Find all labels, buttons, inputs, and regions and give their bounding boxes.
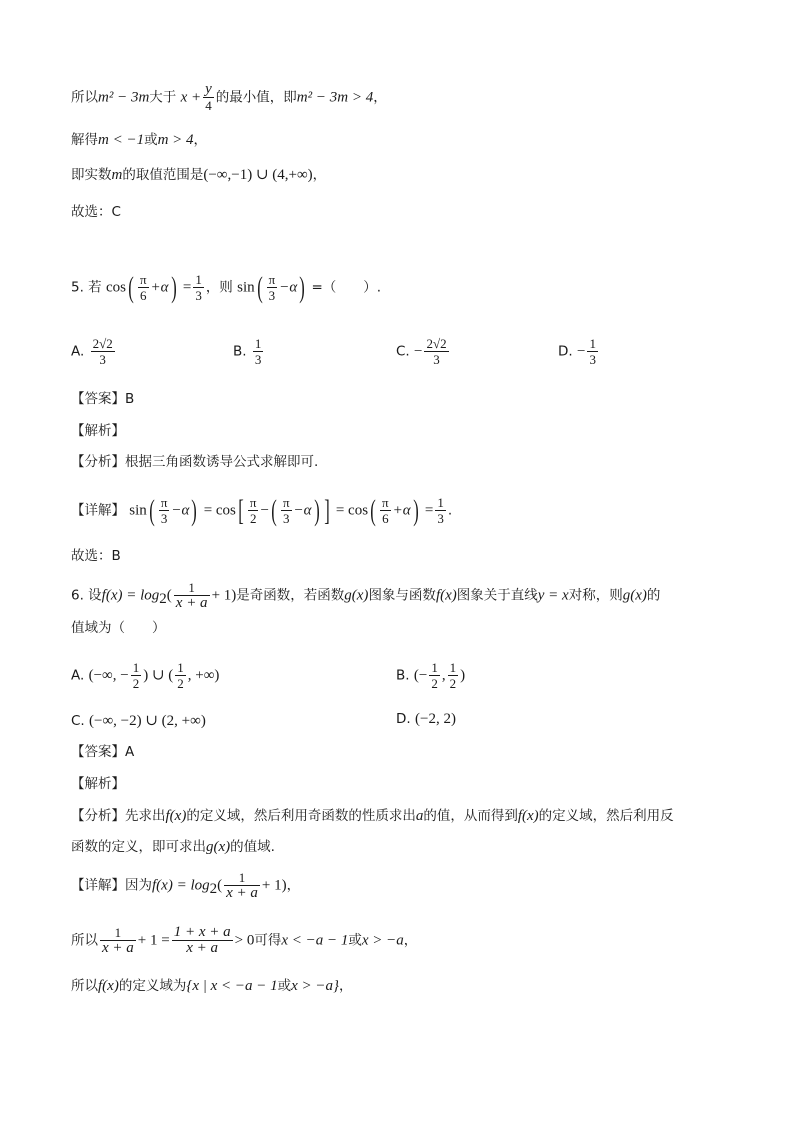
denominator: 4 [205, 98, 212, 113]
text: ， [312, 167, 327, 183]
paren-left: ( [128, 270, 134, 304]
math: ( [217, 877, 223, 894]
denominator: 2 [249, 511, 257, 526]
fraction [172, 925, 233, 956]
math: , +∞) [187, 667, 220, 684]
math: + 1 = [137, 932, 170, 949]
q6-option-b [396, 660, 465, 691]
text: 的定义域，然后利用反 [538, 808, 674, 824]
fraction [587, 336, 598, 367]
math: m² − 3m > 4 [296, 89, 374, 106]
math: (−∞,−1) ∪ (4,+∞) [203, 167, 313, 183]
q6-option-d [396, 711, 456, 728]
numerator: π [249, 495, 257, 510]
bracket-left: [ [238, 493, 244, 527]
math: , [441, 667, 446, 684]
bracket-right: ] [323, 493, 330, 527]
math: (−∞, −2) ∪ (2, +∞) [89, 713, 206, 729]
denominator: 3 [433, 352, 440, 367]
q5-option-c [396, 336, 451, 367]
math: f(x) [435, 587, 457, 604]
option-label: B. [396, 667, 410, 684]
denominator: 3 [268, 288, 276, 303]
denominator: x + a [102, 940, 134, 956]
text: 所以 [71, 932, 98, 949]
text: 解得 [71, 132, 98, 148]
math: sin [237, 279, 255, 296]
option-label: C. [71, 713, 85, 729]
q6-fenxi [71, 806, 674, 826]
math: f(x) [517, 808, 539, 824]
text: 或 [277, 978, 292, 994]
text: 的取值范围是 [122, 167, 204, 183]
paren-right: ) [412, 493, 419, 527]
text: 的值，从而得到 [423, 808, 518, 824]
numerator: 1 [449, 660, 457, 675]
math: m < −1 [98, 132, 145, 148]
subscript: 2 [159, 591, 167, 608]
fraction [253, 336, 264, 367]
numerator: 1 [132, 660, 140, 675]
denominator: 6 [382, 511, 389, 526]
text: . [447, 502, 453, 519]
q5-option-a [71, 336, 117, 367]
numerator: y [205, 81, 212, 97]
answer-tag: 【答案】 [71, 391, 125, 407]
paren-right: ) [170, 270, 177, 304]
numerator: 1 [224, 870, 260, 886]
math: (− [413, 667, 428, 684]
fraction [100, 925, 136, 956]
q5-answer [71, 389, 134, 409]
math: −α [293, 502, 312, 519]
math: x + [180, 89, 202, 106]
option-label: A. [71, 343, 85, 360]
text: 图象与函数 [368, 587, 436, 604]
q6-detail [71, 870, 300, 901]
q5-detail [71, 495, 452, 526]
paren-right: ) [299, 270, 305, 304]
fraction [175, 660, 186, 691]
fraction [203, 82, 214, 113]
question-6-stem [71, 580, 660, 611]
option-label: B. [233, 343, 247, 360]
math: ) [460, 667, 466, 684]
q6-step1 [71, 925, 417, 956]
numerator: π [160, 495, 168, 510]
math: {x | x < −a − 1 [186, 978, 278, 994]
denominator: 3 [437, 511, 444, 526]
line-solution [71, 130, 207, 150]
question-6-stem-line2: 值域为（ ） [71, 620, 166, 636]
math: −α [171, 502, 190, 519]
math: = cos [203, 502, 236, 519]
q5-analysis-tag: 【解析】 [71, 423, 125, 439]
numerator: π [382, 495, 389, 510]
math: − [260, 502, 269, 519]
fraction [429, 660, 440, 691]
numerator: 1 [431, 660, 438, 675]
math: + 1) [211, 587, 237, 604]
numerator: 1 [174, 580, 210, 596]
answer-value: B [125, 391, 135, 407]
math: −α [279, 279, 298, 296]
numerator: 1 [437, 495, 444, 510]
math: = [182, 279, 192, 296]
fraction [91, 336, 115, 367]
answer-value: A [125, 744, 135, 760]
denominator: 2 [431, 676, 438, 691]
denominator: 3 [254, 352, 262, 367]
numerator: 1 + x + a [173, 924, 231, 940]
math: x > −a} [291, 978, 340, 994]
paren-right: ) [191, 493, 198, 527]
text: 可得 [254, 932, 282, 949]
math: m > 4 [157, 132, 194, 148]
q6-option-a [71, 660, 219, 691]
numerator: 2√2 [92, 336, 113, 351]
math: cos [105, 279, 126, 296]
q6-fenxi-line2 [71, 837, 275, 857]
numerator: 1 [195, 272, 202, 287]
text: 5. 若 [71, 279, 102, 296]
math: ( [166, 587, 172, 604]
denominator: 3 [99, 352, 106, 367]
text: 对称，则 [568, 587, 623, 604]
q6-analysis-tag: 【解析】 [71, 776, 125, 792]
math: − [414, 343, 423, 360]
math: = cos [335, 502, 369, 519]
math: x < −a − 1 [281, 932, 349, 949]
numerator: π [282, 495, 290, 510]
line-choice-c: 故选：C [71, 204, 121, 220]
fraction [224, 870, 260, 901]
math: g(x) [206, 839, 231, 855]
fraction [281, 495, 292, 526]
text: 根据三角函数诱导公式求解即可. [125, 454, 319, 470]
denominator: 2 [132, 676, 140, 691]
text: =（ ）. [311, 279, 382, 296]
numerator: 2√2 [426, 336, 447, 351]
text: 是奇函数，若函数 [236, 587, 345, 604]
q6-option-c [71, 711, 206, 730]
q6-answer [71, 742, 134, 762]
text: ，则 [205, 279, 233, 296]
detail-tag: 【详解】 [71, 877, 125, 894]
text: 的定义域为 [118, 978, 187, 994]
text: ， [373, 89, 387, 106]
paren-right: ) [313, 493, 320, 527]
math: g(x) [344, 587, 369, 604]
text: 的最小值，即 [215, 89, 297, 106]
math: ) ∪ ( [143, 667, 174, 684]
text: ， [286, 877, 301, 894]
text: 或 [144, 132, 158, 148]
math: y = x [537, 587, 569, 604]
fenxi-tag: 【分析】 [71, 808, 125, 824]
math: m [111, 167, 123, 183]
numerator: 1 [589, 336, 596, 351]
math: = [424, 502, 434, 519]
text: 大于 [149, 89, 177, 106]
text: 先求出 [125, 808, 166, 824]
fraction [267, 272, 278, 303]
denominator: 3 [589, 352, 596, 367]
denominator: x + a [186, 940, 219, 956]
fraction [174, 580, 210, 611]
math: g(x) [622, 587, 647, 604]
text: ， [193, 132, 208, 148]
text: 6. 设 [71, 587, 102, 604]
math: (−2, 2) [414, 711, 456, 727]
question-5-stem [71, 272, 381, 303]
text: 的 [646, 587, 661, 604]
fraction [193, 272, 204, 303]
denominator: 6 [140, 288, 147, 303]
fraction [138, 272, 149, 303]
math: f(x) = log [152, 877, 210, 894]
answer-tag: 【答案】 [71, 744, 125, 760]
fraction [131, 660, 142, 691]
numerator: 1 [177, 660, 184, 675]
math: (−∞, − [88, 667, 129, 684]
q5-final: 故选：B [71, 548, 121, 564]
text: ， [339, 978, 353, 994]
numerator: π [139, 272, 147, 287]
denominator: 3 [160, 511, 168, 526]
math: m² − 3m [98, 89, 150, 106]
subscript: 2 [209, 881, 218, 898]
denominator: x + a [226, 885, 258, 901]
denominator: 3 [282, 511, 290, 526]
text: 所以 [71, 978, 98, 994]
q5-option-b [233, 336, 265, 367]
fraction [248, 495, 259, 526]
math: f(x) = log [101, 587, 160, 604]
fraction [380, 495, 391, 526]
fraction [435, 495, 446, 526]
q5-option-d [558, 336, 600, 367]
math: +α [150, 279, 169, 296]
q6-step2 [71, 976, 353, 996]
math: x > −a [361, 932, 404, 949]
math: sin [129, 502, 147, 519]
text: 的定义域，然后利用奇函数的性质求出 [186, 808, 416, 824]
math: − [576, 343, 586, 360]
detail-tag: 【详解】 [71, 502, 125, 519]
line-range [71, 165, 326, 185]
q5-fenxi [71, 452, 318, 472]
math: +α [392, 502, 411, 519]
text: ， [403, 932, 418, 949]
option-label: C. [396, 343, 410, 360]
option-label: A. [71, 667, 85, 684]
numerator: 1 [254, 336, 262, 351]
math: f(x) [98, 978, 119, 994]
text: 函数的定义，即可求出 [71, 839, 206, 855]
paren-left: ( [256, 270, 263, 304]
option-label: D. [396, 711, 411, 727]
numerator: 1 [100, 925, 136, 941]
text: 图象关于直线 [456, 587, 538, 604]
math: f(x) [165, 808, 187, 824]
math: > 0 [234, 932, 255, 949]
text: 即实数 [71, 167, 112, 183]
text: 因为 [125, 877, 152, 894]
paren-left: ( [149, 493, 155, 527]
denominator: 2 [177, 676, 184, 691]
fraction [159, 495, 170, 526]
fraction [424, 336, 448, 367]
fraction [448, 660, 459, 691]
text: 或 [348, 932, 362, 949]
math: a [415, 808, 424, 824]
fenxi-tag: 【分析】 [71, 454, 125, 470]
paren-left: ( [370, 493, 376, 527]
text: 所以 [71, 89, 98, 106]
paren-left: ( [271, 493, 277, 527]
denominator: 3 [195, 288, 202, 303]
numerator: π [268, 272, 276, 287]
text: 的值域. [230, 839, 275, 855]
math: + 1) [261, 877, 287, 894]
line-inequality-conclusion [71, 82, 387, 113]
denominator: x + a [175, 595, 208, 611]
denominator: 2 [449, 676, 457, 691]
option-label: D. [558, 343, 573, 360]
